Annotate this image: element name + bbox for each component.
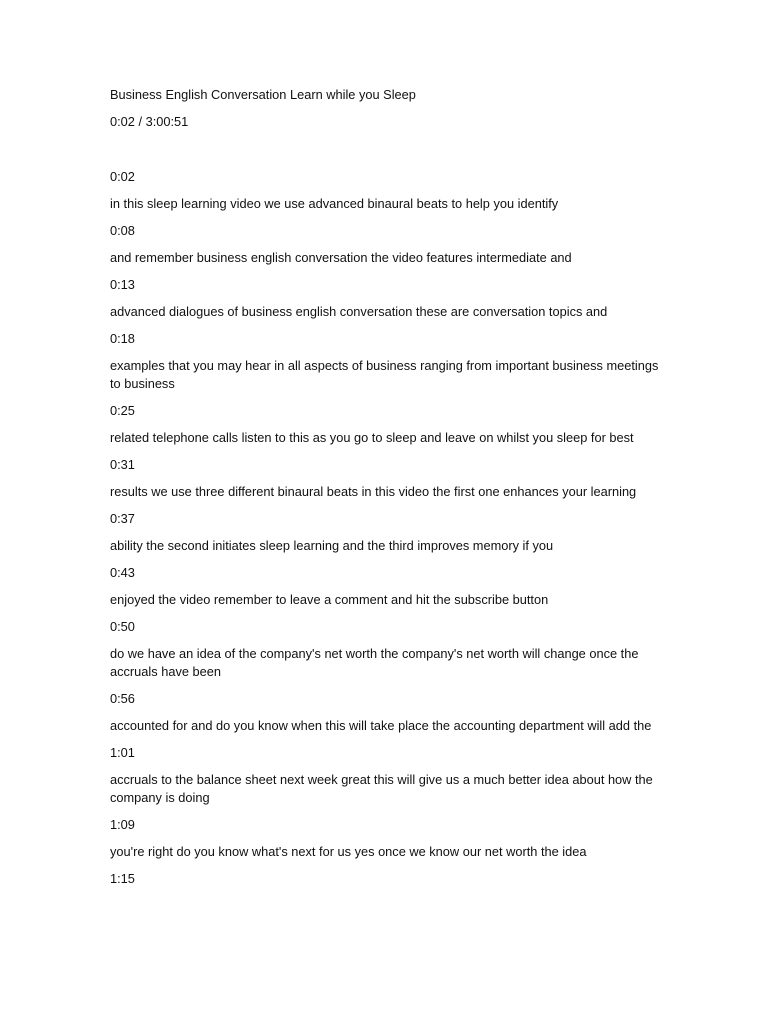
transcript-list xyxy=(110,168,662,888)
transcript-text: advanced dialogues of business english conversation these are conversation topics and xyxy=(110,304,608,319)
transcript-entry xyxy=(110,744,662,807)
transcript-text: accruals to the balance sheet next week great this will give us a much better idea about how the company is doing xyxy=(110,772,653,805)
transcript-entry xyxy=(110,816,662,861)
transcript-entry xyxy=(110,870,662,888)
transcript-text: in this sleep learning video we use advanced binaural beats to help you identify xyxy=(110,196,559,211)
transcript-entry xyxy=(110,222,662,267)
transcript-text: you're right do you know what's next for us yes once we know our net worth the idea xyxy=(110,844,587,859)
timestamp[interactable]: 0:37 xyxy=(110,511,135,526)
transcript-entry xyxy=(110,690,662,735)
timestamp[interactable]: 1:01 xyxy=(110,745,135,760)
transcript-entry xyxy=(110,330,662,393)
transcript-page xyxy=(110,86,662,897)
transcript-text: examples that you may hear in all aspects of business ranging from important business meetings to business xyxy=(110,358,659,391)
transcript-text: results we use three different binaural beats in this video the first one enhances your learning xyxy=(110,484,637,499)
timestamp[interactable]: 0:50 xyxy=(110,619,135,634)
transcript-entry xyxy=(110,456,662,501)
transcript-text: ability the second initiates sleep learning and the third improves memory if you xyxy=(110,538,554,553)
timestamp[interactable]: 0:02 xyxy=(110,169,135,184)
timestamp[interactable]: 0:25 xyxy=(110,403,135,418)
transcript-entry xyxy=(110,402,662,447)
timestamp[interactable]: 0:13 xyxy=(110,277,135,292)
timestamp[interactable]: 0:56 xyxy=(110,691,135,706)
transcript-text: related telephone calls listen to this as you go to sleep and leave on whilst you sleep for best xyxy=(110,430,634,445)
playback-progress: 0:02 / 3:00:51 xyxy=(110,114,189,129)
timestamp[interactable]: 1:09 xyxy=(110,817,135,832)
transcript-text: enjoyed the video remember to leave a comment and hit the subscribe button xyxy=(110,592,549,607)
transcript-entry xyxy=(110,276,662,321)
timestamp[interactable]: 0:18 xyxy=(110,331,135,346)
timestamp[interactable]: 0:43 xyxy=(110,565,135,580)
transcript-text: accounted for and do you know when this will take place the accounting department will add the xyxy=(110,718,652,733)
transcript-entry xyxy=(110,510,662,555)
timestamp[interactable]: 0:08 xyxy=(110,223,135,238)
document-title: Business English Conversation Learn while you Sleep xyxy=(110,87,416,102)
transcript-entry xyxy=(110,618,662,681)
timestamp[interactable]: 0:31 xyxy=(110,457,135,472)
transcript-text: do we have an idea of the company's net worth the company's net worth will change once the accruals have been xyxy=(110,646,639,679)
transcript-entry xyxy=(110,168,662,213)
timestamp[interactable]: 1:15 xyxy=(110,871,135,886)
transcript-entry xyxy=(110,564,662,609)
transcript-text: and remember business english conversation the video features intermediate and xyxy=(110,250,572,265)
